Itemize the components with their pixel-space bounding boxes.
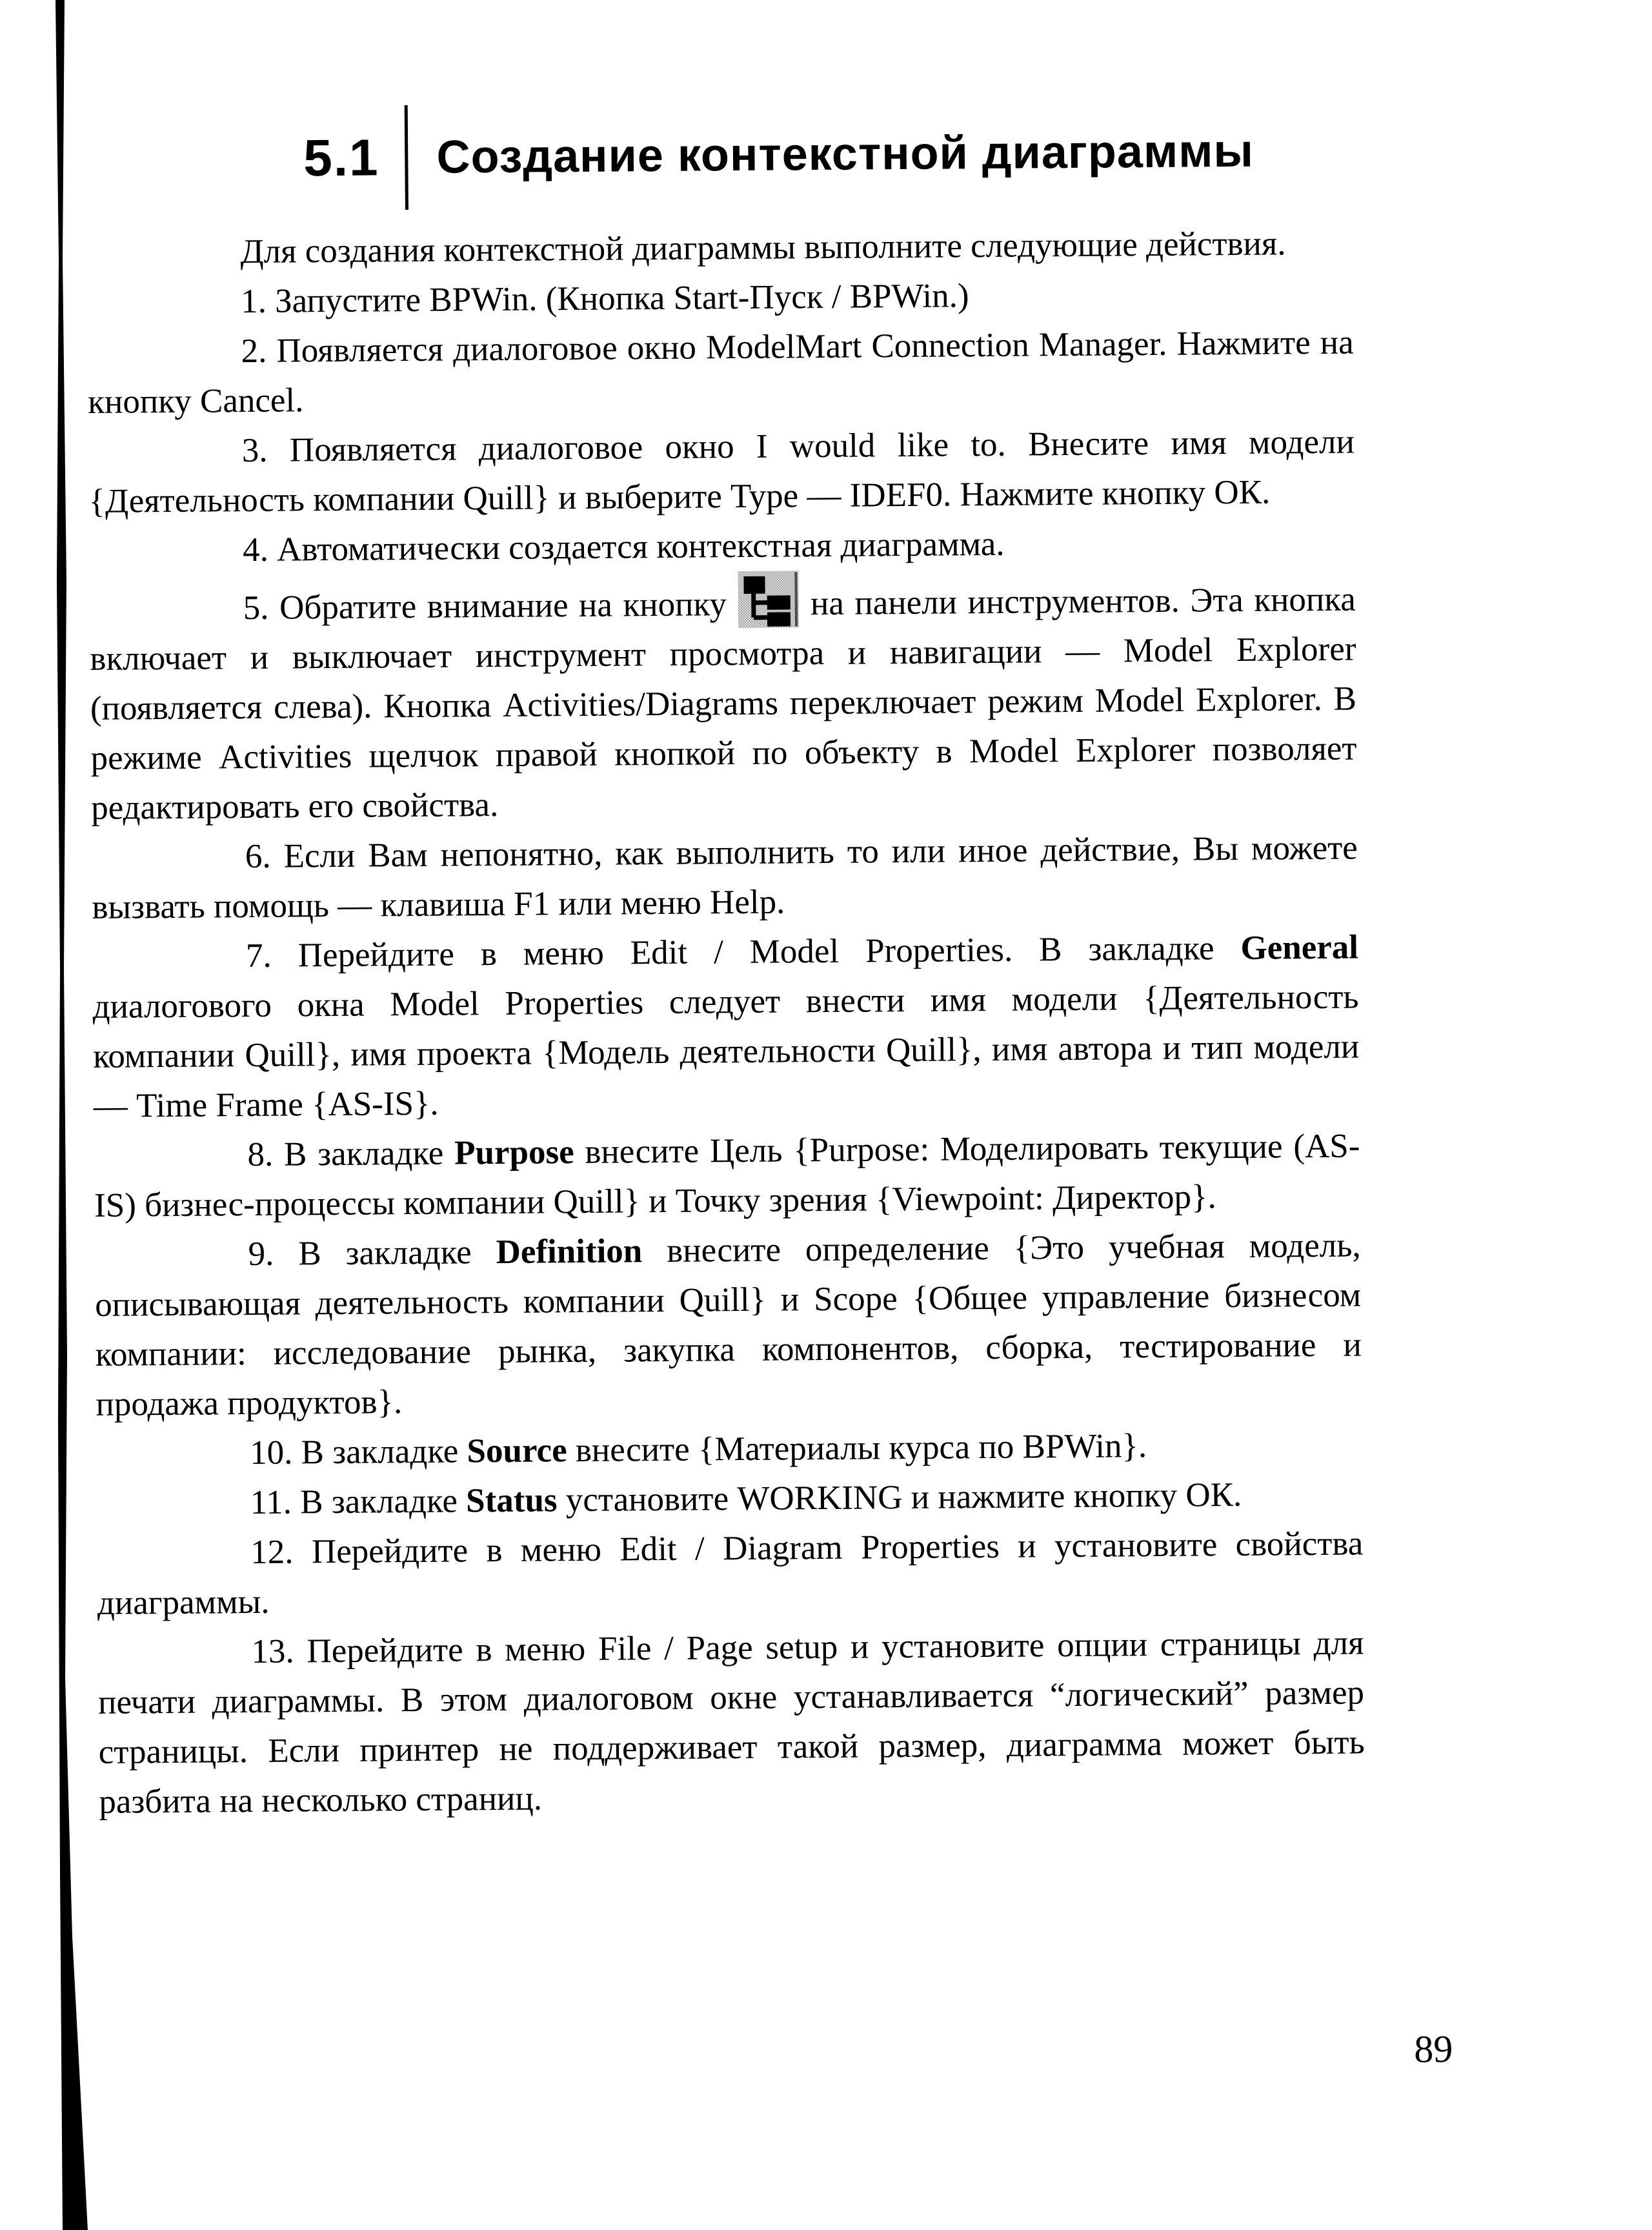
section-title: Создание контекстной диаграммы <box>436 125 1254 183</box>
bold-term: Status <box>465 1481 558 1520</box>
paragraph: 2. Появляется диалоговое окно ModelMart Connection Manager. Нажмите на кнопку Cancel. <box>88 323 1354 421</box>
paragraph: 9. В закладке Definition внесите определение {Это учебная модель, описывающая деятельность компании Quill} и Scope {Общее управление бизнесом компании: исследование рынка, закупка компонентов, сборка, тестирование и продажа продуктов}. <box>95 1226 1362 1423</box>
bold-term: Source <box>467 1432 567 1470</box>
paragraph: 13. Перейдите в меню File / Page setup и установите опции страницы для печати диаграммы. В этом диалоговом окне устанавливается “логический” размер страницы. Если принтер не поддерживает такой размер, диаграмма может быть разбита на несколько страниц. <box>97 1624 1365 1821</box>
page-number: 89 <box>1414 2027 1453 2071</box>
paragraph: 1. Запустите BPWin. (Кнопка Start-Пуск / BPWin.) <box>240 277 969 321</box>
section-heading <box>303 99 1254 211</box>
model-explorer-toggle-button-icon <box>738 571 800 628</box>
paragraph: 3. Появляется диалоговое окно I would like to. Внесите имя модели {Деятельность компании Quill} и выберите Type — IDEF0. Нажмите кнопку ОК. <box>88 423 1355 520</box>
paragraph: 12. Перейдите в меню Edit / Diagram Properties и установите свойства диаграммы. <box>97 1525 1364 1622</box>
paragraph: 4. Автоматически создается контекстная диаграмма. <box>242 525 1005 569</box>
section-number: 5.1 <box>303 128 379 187</box>
heading-divider <box>405 105 408 210</box>
paragraph: 11. В закладке Status установите WORKING и нажмите кнопку ОК. <box>250 1475 1242 1522</box>
paragraph: 7. Перейдите в меню Edit / Model Properties. В закладке General диалогового окна Model Properties следует внести имя модели {Деятельность компании Quill}, имя проекта {Модель деятельности Quill}, имя автора и тип модели — Time Frame {AS-IS}. <box>92 928 1360 1125</box>
bold-term: Purpose <box>454 1133 574 1172</box>
paragraph: 10. В закладке Source внесите {Материалы курса по BPWin}. <box>249 1427 1147 1472</box>
bold-term: Definition <box>496 1232 643 1272</box>
paragraph: 8. В закладке Purpose внесите Цель {Purpose: Моделировать текущие (AS-IS) бизнес-процессы компании Quill} и Точку зрения {Viewpoint: Директор}. <box>94 1127 1360 1224</box>
paragraph: Для создания контекстной диаграммы выполните следующие действия. <box>240 225 1286 271</box>
instructions-text <box>86 219 1365 1827</box>
paragraph: 6. Если Вам непонятно, как выполнить то или иное действие, Вы можете вызвать помощь — клавиша F1 или меню Help. <box>92 829 1358 926</box>
bold-term: General <box>1240 928 1359 967</box>
paragraph: 5. Обратите внимание на кнопку на панели инструментов. Эта кнопка включает и выключает инструмент просмотра и навигации — Model Explorer (появляется слева). Кнопка Activities/Diagrams переключает режим Model Explorer. В режиме Activities щелчок правой кнопкой по объекту в Model Explorer позволяет редактировать его свойства. <box>89 567 1357 833</box>
